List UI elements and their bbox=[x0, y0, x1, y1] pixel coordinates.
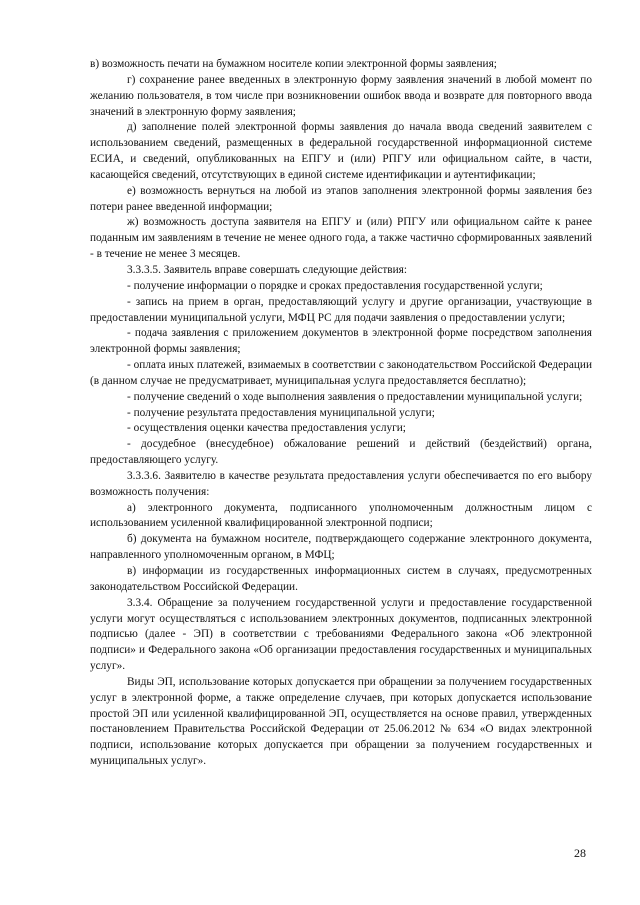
paragraph: е) возможность вернуться на любой из этапов заполнения электронной формы заявления без потери ранее введенной информации; bbox=[90, 184, 592, 213]
paragraph: - запись на прием в орган, предоставляющий услугу и другие организации, участвующие в предоставлении муниципальной услуги, МФЦ РС для подачи заявления о предоставлении услуги; bbox=[90, 295, 592, 324]
paragraph: г) сохранение ранее введенных в электронную форму заявления значений в любой момент по желанию пользователя, в том числе при возникновении ошибок ввода и возврате для повторного ввода значений в электронную форму заявления; bbox=[90, 73, 592, 118]
page-body bbox=[90, 57, 592, 770]
paragraph: - оплата иных платежей, взимаемых в соответствии с законодательством Российской Федерации (в данном случае не предусматривает, муниципальная услуга предоставляется бесплатно); bbox=[90, 359, 592, 387]
paragraph: - получение информации о порядке и сроках предоставления государственной услуги; bbox=[127, 279, 543, 292]
paragraph: 3.3.4. Обращение за получением государственной услуги и предоставление государственной услуги могут осуществляться с использованием электронных документов, подписанных электронной подписью (далее - ЭП) в соответствии с требованиями Федерального закона «Об электронной подписи» и Федерального закона «Об организации предоставления государственных и муниципальных услуг». bbox=[90, 596, 592, 673]
paragraph: - получение сведений о ходе выполнения заявления о предоставлении муниципальной услуги; bbox=[127, 390, 583, 403]
paragraph: Виды ЭП, использование которых допускается при обращении за получением государственных услуг в электронной форме, а также определение случаев, при которых допускается использование простой ЭП или усиленной квалифицированной ЭП, осуществляется на основе правил, утвержденных постановлением Правительства Российской Федерации от 25.06.2012 № 634 «О видах электронной подписи, использование которых допускается при обращении за получением государственных и муниципальных услуг». bbox=[90, 675, 592, 768]
paragraph: а) электронного документа, подписанного уполномоченным должностным лицом с использованием усиленной квалифицированной электронной подписи; bbox=[90, 501, 592, 530]
paragraph: - получение результата предоставления муниципальной услуги; bbox=[127, 406, 435, 419]
paragraph: ж) возможность доступа заявителя на ЕПГУ и (или) РПГУ или официальном сайте к ранее поданным им заявлениям в течение не менее одного года, а также частично сформированных заявлений - в течение не менее 3 месяцев. bbox=[90, 216, 592, 261]
paragraph: - досудебное (внесудебное) обжалование решений и действий (бездействий) органа, предоставляющего услугу. bbox=[90, 438, 592, 467]
paragraph: - осуществления оценки качества предоставления услуги; bbox=[127, 422, 406, 435]
paragraph: 3.3.3.6. Заявителю в качестве результата предоставления услуги обеспечивается по его выбору возможность получения: bbox=[90, 469, 592, 498]
page-number: 28 bbox=[574, 846, 586, 860]
paragraph: в) возможность печати на бумажном носителе копии электронной формы заявления; bbox=[90, 58, 497, 70]
paragraph: д) заполнение полей электронной формы заявления до начала ввода сведений заявителем с использованием сведений, размещенных в федеральной государственной информационной системе ЕСИА, и сведений, опубликованных на ЕПГУ и (или) РПГУ или официальном сайте, в части, касающейся сведений, отсутствующих в единой системе идентификации и аутентификации; bbox=[90, 121, 592, 181]
paragraph: 3.3.3.5. Заявитель вправе совершать следующие действия: bbox=[127, 263, 408, 276]
paragraph: в) информации из государственных информационных систем в случаях, предусмотренных законодательством Российской Федерации. bbox=[90, 565, 592, 593]
paragraph: б) документа на бумажном носителе, подтверждающего содержание электронного документа, направленного уполномоченным органом, в МФЦ; bbox=[90, 533, 592, 562]
paragraph: - подача заявления с приложением документов в электронной форме посредством заполнения электронной формы заявления; bbox=[90, 327, 592, 356]
